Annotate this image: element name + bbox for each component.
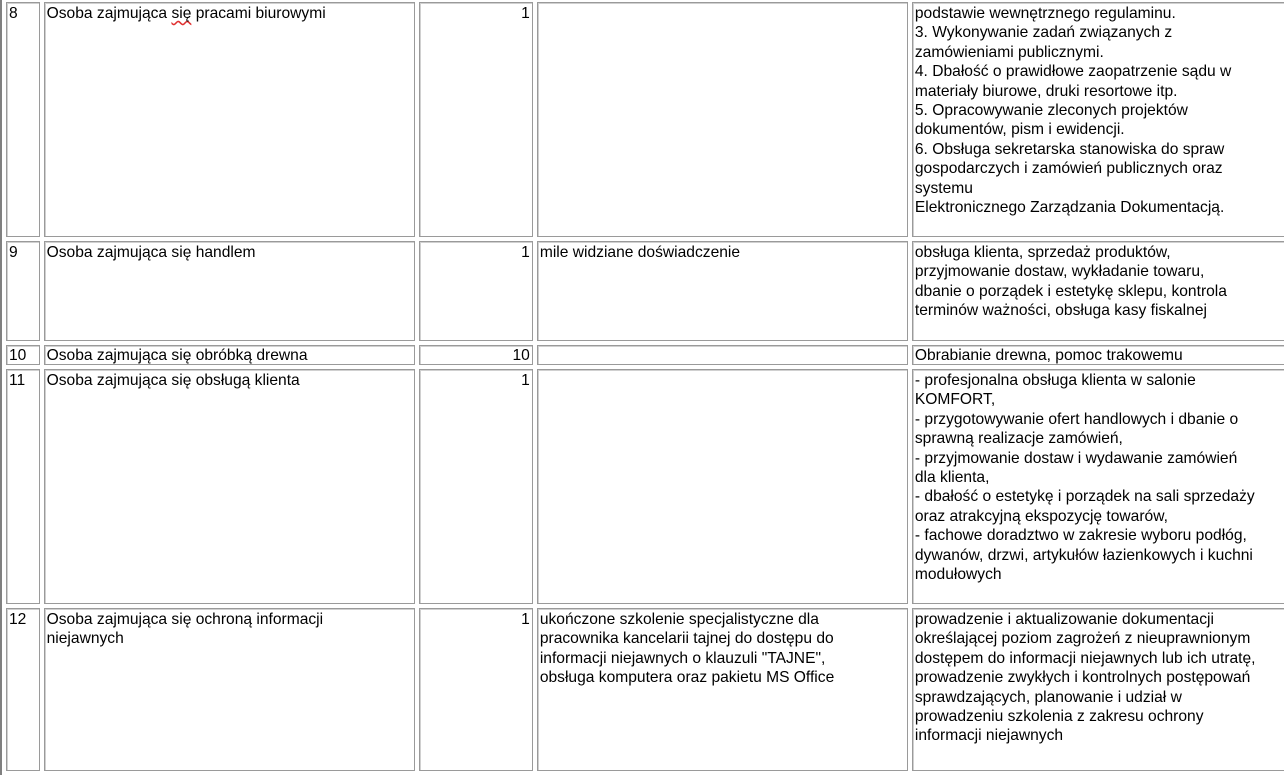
duty-line: przyjmowanie dostaw, wykładanie towaru, [914,263,1205,281]
position-name-cell [44,608,415,771]
row-number-cell: 9 [6,241,40,341]
position-name-line: niejawnych [46,630,124,648]
table-row [6,241,1284,341]
duty-line: prowadzeniu szkolenia z zakresu ochrony [914,708,1204,726]
duty-line: systemu [914,179,973,197]
duty-line: informacji niejawnych [914,727,1064,745]
duties-cell [912,608,1284,771]
duty-line: dbanie o porządek i estetykę sklepu, kontrola [914,282,1227,300]
position-name-cell: Osoba zajmująca się obsługą klienta [44,369,415,604]
duty-line: prowadzenie i aktualizowanie dokumentacji [914,611,1214,628]
duty-line: sprawną realizacje zamówień, [914,430,1123,448]
requirement-line: pracownika kancelarii tajnej do dostępu do [539,630,834,648]
row-number-cell: 11 [6,369,40,604]
duty-line: obsługa klienta, sprzedaż produktów, [914,244,1171,261]
vacancy-count-cell: 1 [419,369,533,604]
duty-line: gospodarczych i zamówień publicznych oraz [914,160,1223,178]
requirements-cell [537,345,908,365]
position-name-cell: Osoba zajmująca się obróbką drewna [44,345,415,365]
duty-line: 3. Wykonywanie zadań związanych z [914,24,1173,42]
table-row [6,345,1284,365]
requirement-line: ukończone szkolenie specjalistyczne dla [539,611,819,628]
requirements-cell [537,241,908,341]
duty-line: dostępem do informacji niejawnych lub ich utratę, [914,649,1256,667]
duty-line: prowadzenie zwykłych i kontrolnych postępowań [914,669,1251,687]
duty-line: 4. Dbałość o prawidłowe zaopatrzenie sądu w [914,63,1232,81]
duty-line: - profesjonalna obsługa klienta w salonie [914,372,1196,389]
position-name-cell [44,2,415,237]
row-number-cell: 12 [6,608,40,771]
duty-line: oraz atrakcyjną ekspozycję towarów, [914,507,1168,525]
requirement-line: mile widziane doświadczenie [539,244,741,261]
requirements-cell [537,608,908,771]
duty-line: terminów ważności, obsługa kasy fiskalnej [914,302,1207,320]
duty-line: dokumentów, pism i ewidencji. [914,121,1125,139]
duties-cell [912,369,1284,604]
duty-line: dla klienta, [914,469,990,487]
duty-line: 5. Opracowywanie zleconych projektów [914,102,1188,120]
duty-line: podstawie wewnętrznego regulaminu. [914,5,1176,22]
duty-line: modułowych [914,566,1002,584]
duty-line: - przygotowywanie ofert handlowych i dbanie o [914,410,1239,428]
row-number-cell: 10 [6,345,40,365]
duty-line: 6. Obsługa sekretarska stanowiska do spraw [914,140,1225,158]
duty-line: - dbałość o estetykę i porządek na sali sprzedaży [914,488,1255,506]
vacancy-count-cell: 1 [419,2,533,237]
position-name-line: Osoba zajmująca się ochroną informacji [46,611,324,628]
spellcheck-marked-word: się [171,5,192,22]
requirements-cell [537,2,908,237]
requirement-line: informacji niejawnych o klauzuli "TAJNE", [539,649,826,667]
duties-cell [912,2,1284,237]
duties-cell [912,241,1284,341]
duty-line: określającej poziom zagrożeń z nieuprawnionym [914,630,1251,648]
requirements-cell [537,369,908,604]
vacancy-count-cell: 1 [419,608,533,771]
duty-line: dywanów, drzwi, artykułów łazienkowych i kuchni [914,546,1253,564]
table-row [6,2,1284,237]
duty-line: - fachowe doradztwo w zakresie wyboru podłóg, [914,527,1247,545]
duty-line: sprawdzających, planowanie i udział w [914,688,1182,706]
position-name-cell: Osoba zajmująca się handlem [44,241,415,341]
duty-line: Obrabianie drewna, pomoc trakowemu [914,347,1183,364]
duty-line: materiały biurowe, druki resortowe itp. [914,82,1178,100]
position-name-text: Osoba zajmująca [46,5,172,22]
row-number-cell: 8 [6,2,40,237]
duty-line: zamówieniami publicznymi. [914,43,1104,61]
duty-line: KOMFORT, [914,391,996,409]
requirement-line: obsługa komputera oraz pakietu MS Office [539,669,835,687]
duty-line: Elektronicznego Zarządzania Dokumentacją. [914,199,1225,217]
vacancy-count-cell: 1 [419,241,533,341]
vacancy-count-cell: 10 [419,345,533,365]
table-row [6,369,1284,604]
duty-line: - przyjmowanie dostaw i wydawanie zamówień [914,449,1238,467]
position-name-text: pracami biurowymi [191,5,326,22]
table-row [6,608,1284,771]
duties-cell [912,345,1284,365]
